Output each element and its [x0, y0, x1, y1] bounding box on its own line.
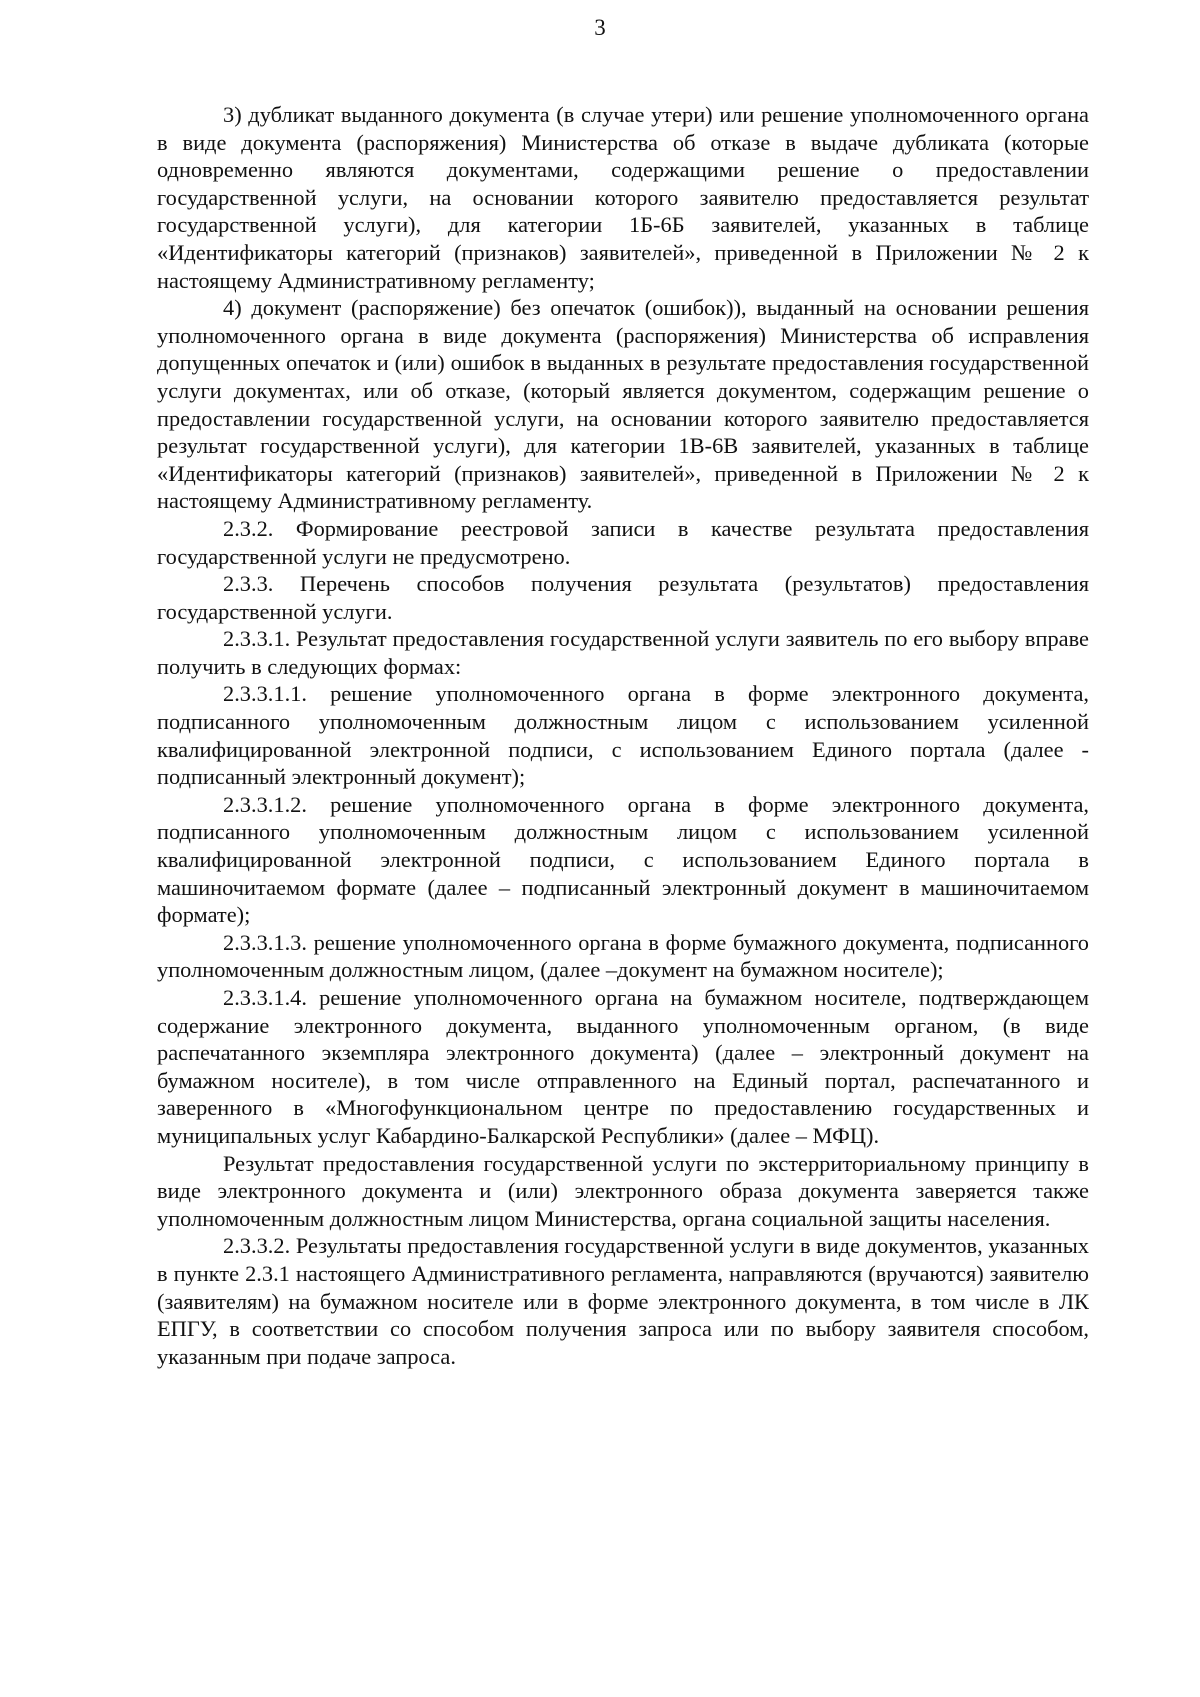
paragraph-extraterritorial: Результат предоставления государственной услуги по экстерриториальному принципу в виде электронного документа и (или) электронного образа документа заверяется также уполномоченным должностным лицом Министерства, органа социальной защиты населения. [157, 1150, 1089, 1231]
paragraph-2-3-3-1-3: 2.3.3.1.3. решение уполномоченного органа в форме бумажного документа, подписанного уполномоченным должностным лицом, (далее –документ на бумажном носителе); [157, 929, 1089, 983]
page-number: 3 [594, 15, 606, 40]
paragraph-2-3-3-2: 2.3.3.2. Результаты предоставления государственной услуги в виде документов, указанных в пункте 2.3.1 настоящего Административного регламента, направляются (вручаются) заявителю (заявителям) на бумажном носителе или в форме электронного документа, в том числе в ЛК ЕПГУ, в соответствии со способом получения запроса или по выбору заявителя способом, указанным при подаче запроса. [157, 1233, 1089, 1369]
paragraph-2-3-3: 2.3.3. Перечень способов получения результата (результатов) предоставления государственной услуги. [157, 571, 1089, 624]
paragraph-2-3-3-1-2: 2.3.3.1.2. решение уполномоченного органа в форме электронного документа, подписанного уполномоченным должностным лицом с использованием усиленной квалифицированной электронной подписи, с использованием Единого портала в машиночитаемом формате (далее – подписанный электронный документ в машиночитаемом формате); [157, 791, 1089, 928]
document-body [157, 101, 1089, 1370]
paragraph-2-3-3-1-1: 2.3.3.1.1. решение уполномоченного органа в форме электронного документа, подписанного уполномоченным должностным лицом с использованием усиленной квалифицированной электронной подписи, с использованием Единого портала (далее - подписанный электронный документ); [157, 681, 1089, 790]
paragraph-2-3-3-1: 2.3.3.1. Результат предоставления государственной услуги заявитель по его выбору вправе получить в следующих формах: [157, 626, 1089, 679]
paragraph-item-4: 4) документ (распоряжение) без опечаток (ошибок)), выданный на основании решения уполномоченного органа в виде документа (распоряжения) Министерства об исправления допущенных опечаток и (или) ошибок в выданных в результате предоставления государственной услуги документах, или об отказе, (который является документом, содержащим решение о предоставлении государственной услуги, на основании которого заявителю предоставляется результат государственной услуги), для категории 1В-6В заявителей, указанных в таблице «Идентификаторы категорий (признаков) заявителей», приведенной в Приложении № 2 к настоящему Административному регламенту. [157, 295, 1089, 514]
paragraph-2-3-3-1-4: 2.3.3.1.4. решение уполномоченного органа на бумажном носителе, подтверждающем содержание электронного документа, выданного уполномоченным органом, (в виде распечатанного экземпляра электронного документа) (далее – электронный документ на бумажном носителе), в том числе отправленного на Единый портал, распечатанного и заверенного в «Многофункциональном центре по предоставлению государственных и муниципальных услуг Кабардино-Балкарской Республики» (далее – МФЦ). [157, 985, 1089, 1148]
paragraph-item-3: 3) дубликат выданного документа (в случае утери) или решение уполномоченного органа в виде документа (распоряжения) Министерства об отказе в выдаче дубликата (которые одновременно являются документами, содержащими решение о предоставлении государственной услуги, на основании которого заявителю предоставляется результат государственной услуги), для категории 1Б-6Б заявителей, указанных в таблице «Идентификаторы категорий (признаков) заявителей», приведенной в Приложении № 2 к настоящему Административному регламенту; [157, 102, 1089, 293]
paragraph-2-3-2: 2.3.2. Формирование реестровой записи в качестве результата предоставления государственной услуги не предусмотрено. [157, 515, 1089, 569]
